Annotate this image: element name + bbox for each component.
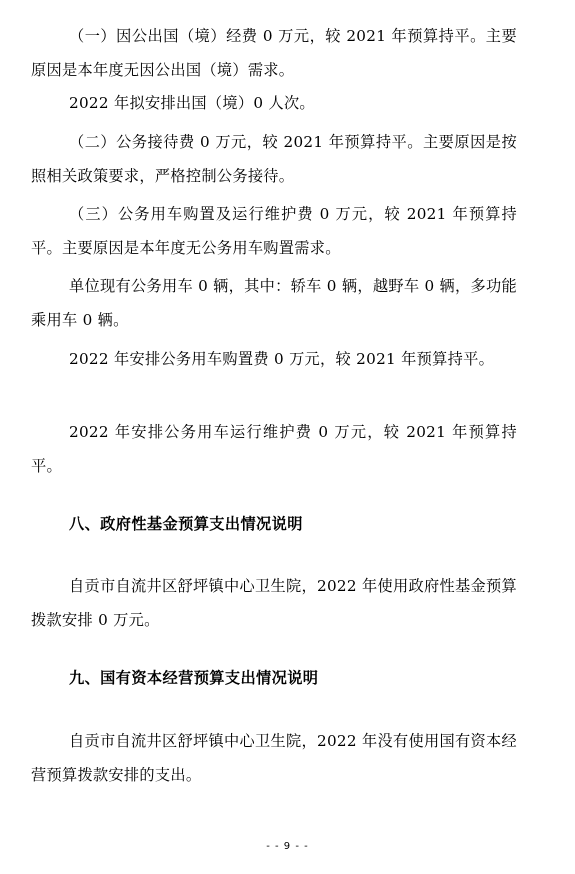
paragraph-foreign-travel-count: 2022 年拟安排出国（境）0 人次。 [69, 94, 315, 112]
page-number: - - 9 - - [266, 841, 309, 852]
section-heading-state-capital: 九、国有资本经营预算支出情况说明 [69, 669, 319, 687]
paragraph-state-capital: 自贡市自流井区舒坪镇中心卫生院，2022 年没有使用国有资本经营预算拨款安排的支出。 [31, 732, 517, 784]
paragraph-reception: （二）公务接待费 0 万元，较 2021 年预算持平。主要原因是按照相关政策要求，严格控制公务接待。 [31, 133, 517, 185]
paragraph-vehicle: （三）公务用车购置及运行维护费 0 万元，较 2021 年预算持平。主要原因是本年度无公务用车购置需求。 [31, 205, 517, 257]
paragraph-government-fund: 自贡市自流井区舒坪镇中心卫生院，2022 年使用政府性基金预算拨款安排 0 万元。 [31, 577, 517, 629]
paragraph-foreign-travel: （一）因公出国（境）经费 0 万元，较 2021 年预算持平。主要原因是本年度无因公出国（境）需求。 [31, 27, 517, 79]
section-heading-government-fund: 八、政府性基金预算支出情况说明 [69, 515, 303, 533]
paragraph-vehicle-count: 单位现有公务用车 0 辆，其中：轿车 0 辆，越野车 0 辆，多功能乘用车 0 辆。 [31, 277, 517, 329]
paragraph-vehicle-maintenance: 2022 年安排公务用车运行维护费 0 万元，较 2021 年预算持平。 [31, 423, 517, 475]
paragraph-vehicle-purchase: 2022 年安排公务用车购置费 0 万元，较 2021 年预算持平。 [69, 350, 495, 368]
